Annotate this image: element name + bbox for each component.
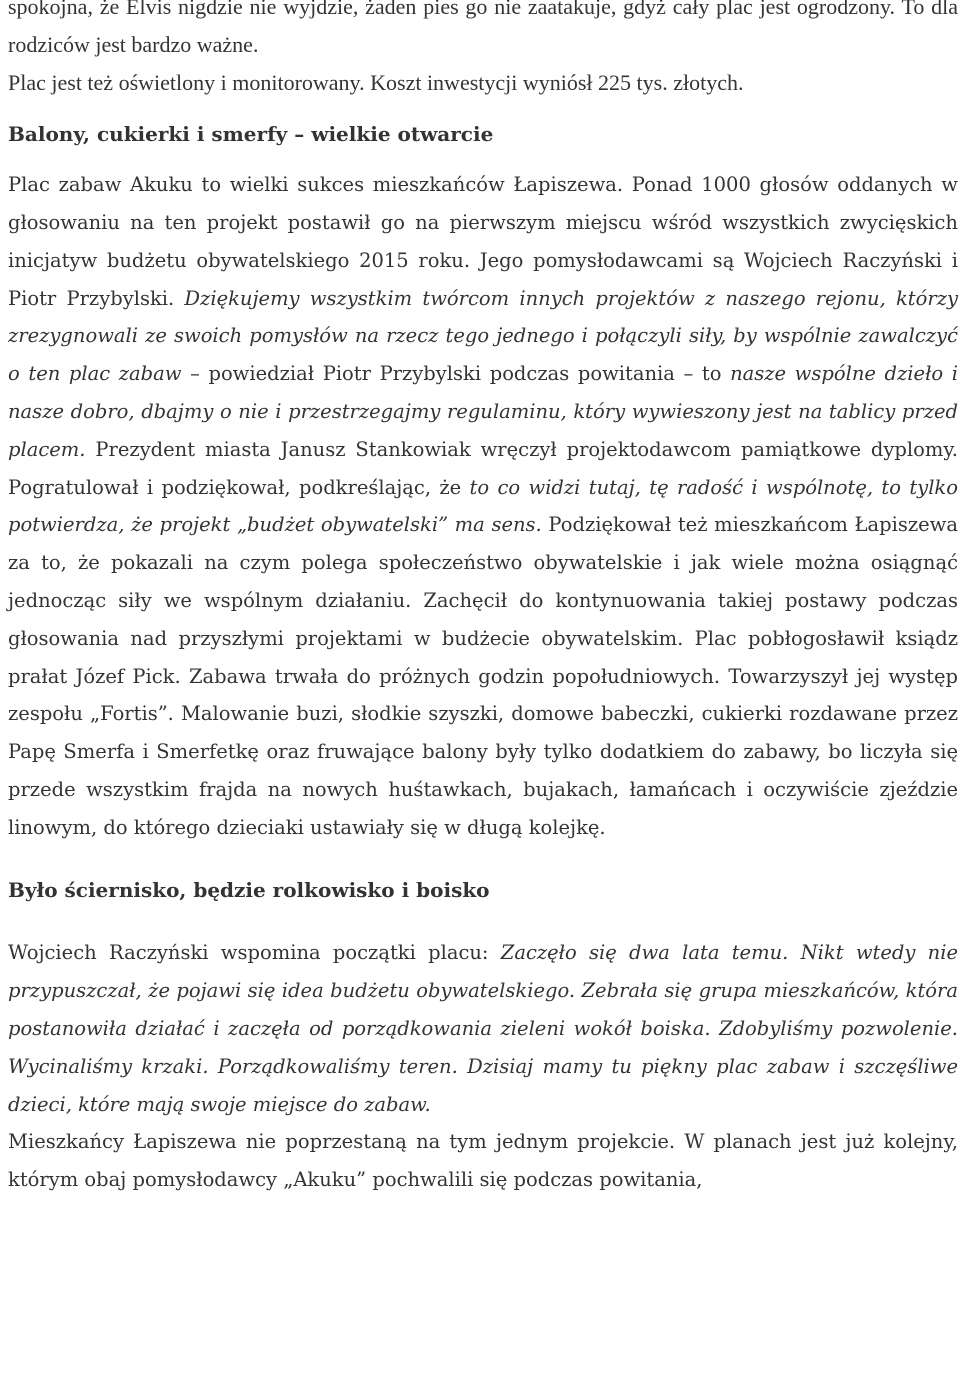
section-heading-history: Było ściernisko, będzie rolkowisko i boisko	[8, 877, 490, 902]
paragraph-plans: Mieszkańcy Łapiszewa nie poprzestaną na tym jednym projekcie. W planach jest już kolejny, którym obaj pomysłodawcy „Akuku” pochwalili się podczas powitania,	[8, 1130, 958, 1192]
quote-przybylski-2: nasze wspólne dzieło i nasze dobro, dbajmy o nie i przestrzegajmy regulaminu, który wywieszony jest na tablicy przed placem.	[8, 362, 958, 461]
text-run: Prezydent miasta Janusz Stankowiak wręczył projektodawcom pamiątkowe dyplomy. Pogratulował i podziękował, podkreślając, że	[8, 437, 958, 499]
section-heading-opening: Balony, cukierki i smerfy – wielkie otwarcie	[8, 122, 494, 147]
paragraph-history	[8, 934, 958, 1123]
text-run: Wojciech Raczyński wspomina początki placu:	[8, 941, 501, 965]
intro-paragraph-cost: Plac jest też oświetlony i monitorowany. Koszt inwestycji wyniósł 225 tys. złotych.	[8, 69, 744, 95]
quote-raczynski: Zaczęło się dwa lata temu. Nikt wtedy nie przypuszczał, że pojawi się idea budżetu obywatelskiego. Zebrała się grupa mieszkańców, która postanowiła działać i zaczęła od porządkowania zieleni wokół boiska. Zdobyliśmy pozwolenie. Wycinaliśmy krzaki. Porządkowaliśmy teren. Dzisiaj mamy tu piękny plac zabaw i szczęśliwe dzieci, które mają swoje miejsce do zabaw.	[8, 941, 958, 1116]
article-body	[8, 0, 958, 1199]
paragraph-opening-ceremony	[8, 166, 958, 846]
text-run: – powiedział Piotr Przybylski podczas powitania – to	[181, 362, 731, 386]
text-run: Podziękował też mieszkańcom Łapiszewa za to, że pokazali na czym polega społeczeństwo obywatelskie i jak wiele można osiągnąć jednocząc siły we wspólnym działaniu. Zachęcił do kontynuowania takiej postawy podczas głosowania nad przyszłymi projektami w budżecie obywatelskim. Plac pobłogosławił ksiądz prałat Józef Pick. Zabawa trwała do próżnych godzin popołudniowych. Towarzyszył jej występ zespołu „Fortis”. Malowanie buzi, słodkie szyszki, domowe babeczki, cukierki rozdawane przez Papę Smerfa i Smerfetkę oraz fruwające balony były tylko dodatkiem do zabawy, bo liczyła się przede wszystkim frajda na nowych huśtawkach, bujakach, łamańcach i oczywiście zjeździe linowym, do którego dzieciaki ustawiały się w długą kolejkę.	[8, 513, 958, 839]
quote-przybylski-1: Dziękujemy wszystkim twórcom innych projektów z naszego rejonu, którzy zrezygnowali ze swoich pomysłów na rzecz tego jednego i połączyli siły, by wspólnie zawalczyć o ten plac zabaw	[8, 286, 958, 386]
text-run: Plac zabaw Akuku to wielki sukces mieszkańców Łapiszewa. Ponad 1000 głosów oddanych w głosowaniu na ten projekt postawił go na pierwszym miejscu wśród wszystkich zwycięskich inicjatyw budżetu obywatelskiego 2015 roku. Jego pomysłodawcami są Wojciech Raczyński i Piotr Przybylski.	[8, 173, 958, 310]
intro-paragraph-continued: spokojna, że Elvis nigdzie nie wyjdzie, żaden pies go nie zaatakuje, gdyż cały plac jest ogrodzony. To dla rodziców jest bardzo ważne.	[8, 0, 958, 57]
quote-president: to co widzi tutaj, tę radość i wspólnotę, to tylko potwierdza, że projekt „budżet obywatelski” ma sens.	[8, 475, 958, 537]
